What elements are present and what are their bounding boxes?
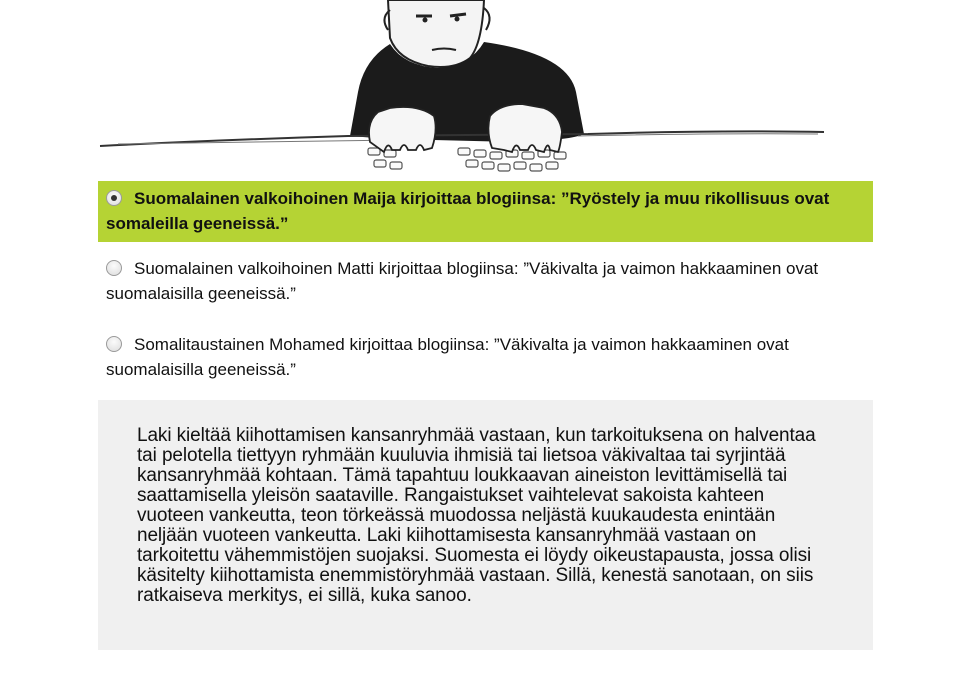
explanation-box bbox=[98, 400, 873, 650]
answer-option-2[interactable] bbox=[98, 250, 873, 312]
answer-option-3[interactable] bbox=[98, 326, 873, 388]
answer-option-text: Suomalainen valkoihoinen Maija kirjoittaa blogiinsa: ”Ryöstely ja muu rikollisuus ovat somaleilla geeneissä.” bbox=[106, 189, 830, 233]
answer-options bbox=[98, 181, 873, 388]
answer-option-text: Suomalainen valkoihoinen Matti kirjoittaa blogiinsa: ”Väkivalta ja vaimon hakkaaminen ovat suomalaisilla geeneissä.” bbox=[106, 259, 819, 303]
explanation-text: Laki kieltää kiihottamisen kansanryhmää vastaan, kun tarkoituksena on halventaa tai pelotella tiettyyn ryhmään kuuluvia ihmisiä tai lietsoa väkivaltaa tai syrjintää kansanryhmää kohtaan. Tämä tapahtuu loukkaavan aineiston levittämisellä tai saattamisella yleisön saataville. Rangaistukset vaihtelevat sakoista kahteen vuoteen vankeutta, teon törkeässä muodossa neljästä kuukaudesta enintään neljään vuoteen vankeutta. Laki kiihottamisesta kansanryhmää vastaan on tarkoitettu vähemmistöjen suojaksi. Suomesta ei löydy oikeustapausta, jossa olisi käsitelty kiihottamista enemmistöryhmää vastaan. Sillä, kenestä sanotaan, on siis ratkaiseva merkitys, ei sillä, kuka sanoo. bbox=[137, 425, 816, 606]
radio-button[interactable] bbox=[106, 336, 122, 352]
answer-option-text: Somalitaustainen Mohamed kirjoittaa blogiinsa: ”Väkivalta ja vaimon hakkaaminen ovat suomalaisilla geeneissä.” bbox=[106, 335, 789, 379]
radio-button[interactable] bbox=[106, 260, 122, 276]
answer-option-1[interactable] bbox=[98, 181, 873, 242]
radio-button-checked[interactable] bbox=[106, 190, 122, 206]
man-typing-illustration bbox=[98, 0, 830, 178]
